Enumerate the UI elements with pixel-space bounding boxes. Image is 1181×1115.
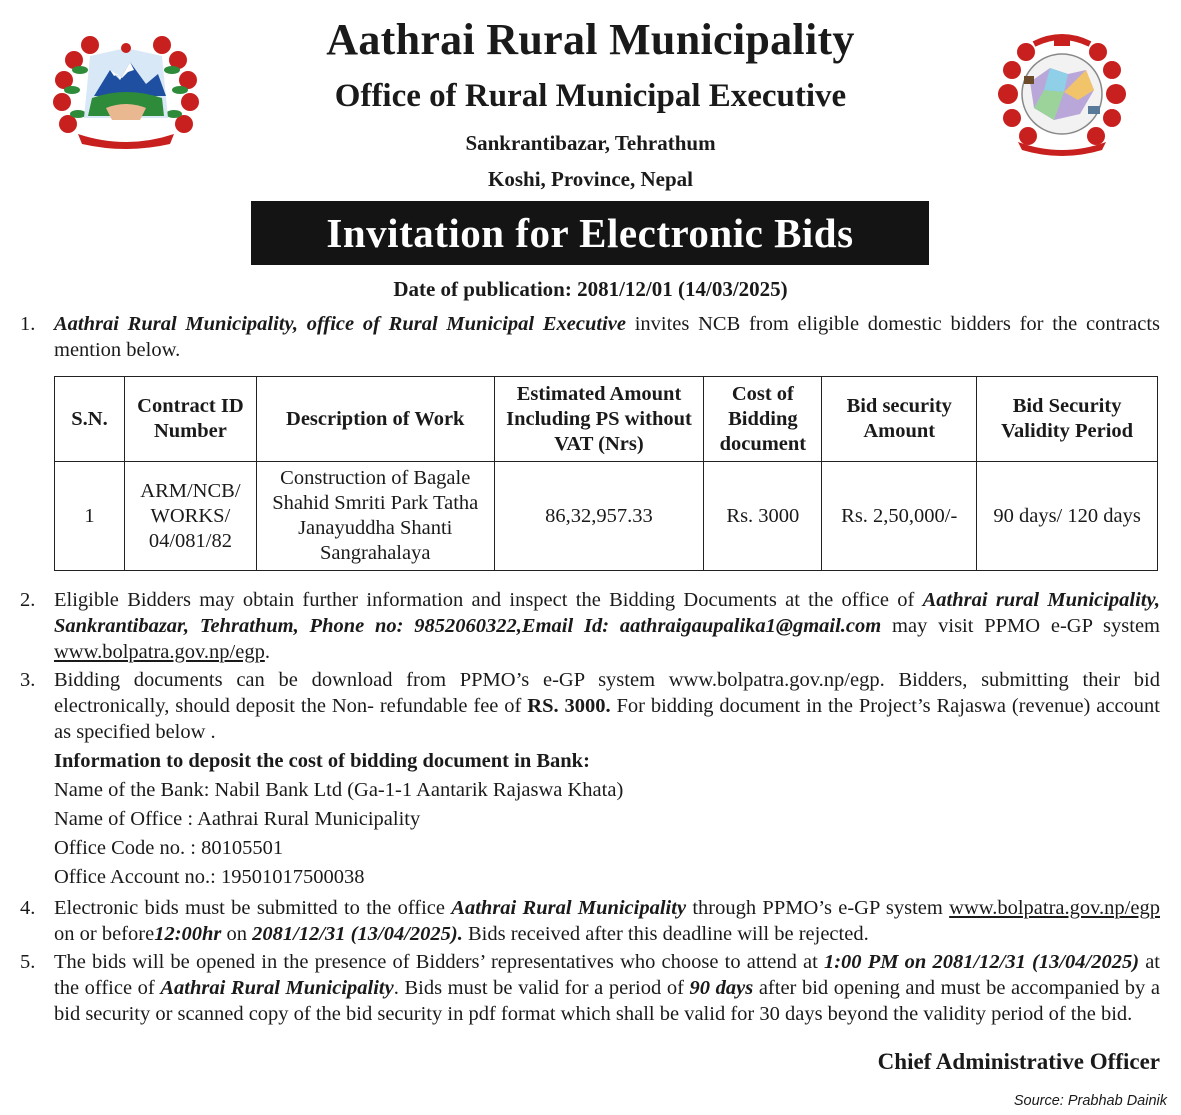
cell-doc-cost: Rs. 3000: [704, 462, 822, 571]
item-3-number: 3.: [20, 669, 36, 691]
cell-validity: 90 days/ 120 days: [977, 462, 1158, 571]
office-name: Name of Office : Aathrai Rural Municipality: [54, 808, 421, 830]
item-2-text: [54, 587, 1160, 665]
item-2-part: Eligible Bidders may obtain further information and inspect the Bidding Documents at the office of: [54, 589, 923, 611]
cell-amount: 86,32,957.33: [494, 462, 704, 571]
signatory-title: Chief Administrative Officer: [877, 1049, 1160, 1074]
item-4-part: Bids received after this deadline will be rejected.: [462, 923, 869, 945]
item-3-part: For bidding document in the Project’s Rajaswa (revenue) account as specified below .: [54, 695, 1160, 743]
item-4-part: on or before: [54, 923, 155, 945]
egp-link[interactable]: www.bolpatra.gov.np/egp: [54, 641, 265, 663]
source-credit: Source: Prabhab Dainik: [1013, 1093, 1167, 1109]
item-5-part: . Bids must be valid for a period of: [393, 977, 690, 999]
item-5-emphasis: Aathrai Rural Municipality: [160, 977, 394, 999]
publication-date: Date of publication: 2081/12/01 (14/03/2025): [393, 277, 788, 301]
bid-table: [54, 376, 1158, 571]
item-3-fee: RS. 3000.: [527, 695, 611, 717]
municipality-title: Aathrai Rural Municipality: [326, 15, 855, 64]
item-5-validity: 90 days: [689, 977, 754, 999]
item-2-part: may visit PPMO e-GP system: [881, 615, 1160, 637]
item-4-part: through PPMO’s e-GP system: [686, 897, 950, 919]
office-account: Office Account no.: 19501017500038: [54, 866, 365, 888]
header-contract-id: Contract ID Number: [124, 377, 256, 462]
header-doc-cost: Cost of Bidding document: [704, 377, 822, 462]
header-bid-security: Bid security Amount: [822, 377, 977, 462]
item-5-part: after bid opening and must be accompanied by a bid security or scanned copy of the bid security in pdf format which shall be valid for 30 days beyond the validity period of the bid.: [54, 977, 1160, 1025]
cell-security: Rs. 2,50,000/-: [822, 462, 977, 571]
notice-banner: Invitation for Electronic Bids: [251, 201, 929, 265]
item-4-text: [54, 895, 1160, 947]
item-5-part: at the office of: [54, 951, 1161, 999]
item-2-number: 2.: [20, 589, 36, 611]
item-4-deadline-date: 2081/12/31 (13/04/2025).: [252, 923, 463, 945]
header-validity: Bid Security Validity Period: [977, 377, 1158, 462]
item-4-part: Electronic bids must be submitted to the office: [54, 897, 452, 919]
item-2-contact-emphasis: Aathrai rural Municipality, Sankrantibazar, Tehrathum, Phone no: 9852060322,Email Id: aathraigaupalika1@gmail.com: [54, 589, 1160, 637]
item-1-number: 1.: [20, 313, 36, 335]
address-line-1: Sankrantibazar, Tehrathum: [465, 131, 716, 155]
cell-sn: 1: [55, 462, 125, 571]
item-4-deadline-time: 12:00hr: [154, 923, 222, 945]
item-1-text: [54, 311, 1160, 363]
office-code: Office Code no. : 80105501: [54, 837, 284, 859]
item-2-part: .: [264, 641, 270, 663]
cell-contract-id: ARM/NCB/ WORKS/ 04/081/82: [124, 462, 256, 571]
address-line-2: Koshi, Province, Nepal: [488, 167, 693, 191]
table-header-row: [55, 377, 1158, 462]
egp-link[interactable]: www.bolpatra.gov.np/egp: [949, 897, 1160, 919]
item-3-text: [54, 667, 1160, 745]
header-sn: S.N.: [55, 377, 125, 462]
item-5-text: [54, 949, 1160, 1027]
item-1-emphasis: Aathrai Rural Municipality, office of Rural Municipal Executive: [54, 313, 626, 335]
bank-info-heading: Information to deposit the cost of bidding document in Bank:: [54, 750, 590, 772]
header-description: Description of Work: [256, 377, 494, 462]
item-4-number: 4.: [20, 897, 36, 919]
item-4-emphasis: Aathrai Rural Municipality: [451, 897, 687, 919]
cell-description: Construction of Bagale Shahid Smriti Park Tatha Janayuddha Shanti Sangrahalaya: [256, 462, 494, 571]
bank-name: Name of the Bank: Nabil Bank Ltd (Ga-1-1 Aantarik Rajaswa Khata): [54, 779, 624, 801]
item-3-part: Bidding documents can be download from PPMO’s e-GP system www.bolpatra.gov.np/egp. Bidders, submitting their bid electronically, should deposit the Non- refundable fee of: [54, 669, 1160, 717]
item-4-part: on: [221, 923, 253, 945]
item-1-body: invites NCB from eligible domestic bidders for the contracts mention below.: [54, 313, 1160, 361]
header-estimated-amount: Estimated Amount Including PS without VAT (Nrs): [494, 377, 704, 462]
item-5-opening-time: 1:00 PM on 2081/12/31 (13/04/2025): [823, 951, 1140, 973]
office-subtitle: Office of Rural Municipal Executive: [334, 78, 847, 114]
table-row: [55, 462, 1158, 571]
item-5-number: 5.: [20, 951, 36, 973]
item-5-part: The bids will be opened in the presence of Bidders’ representatives who choose to attend at: [54, 951, 824, 973]
